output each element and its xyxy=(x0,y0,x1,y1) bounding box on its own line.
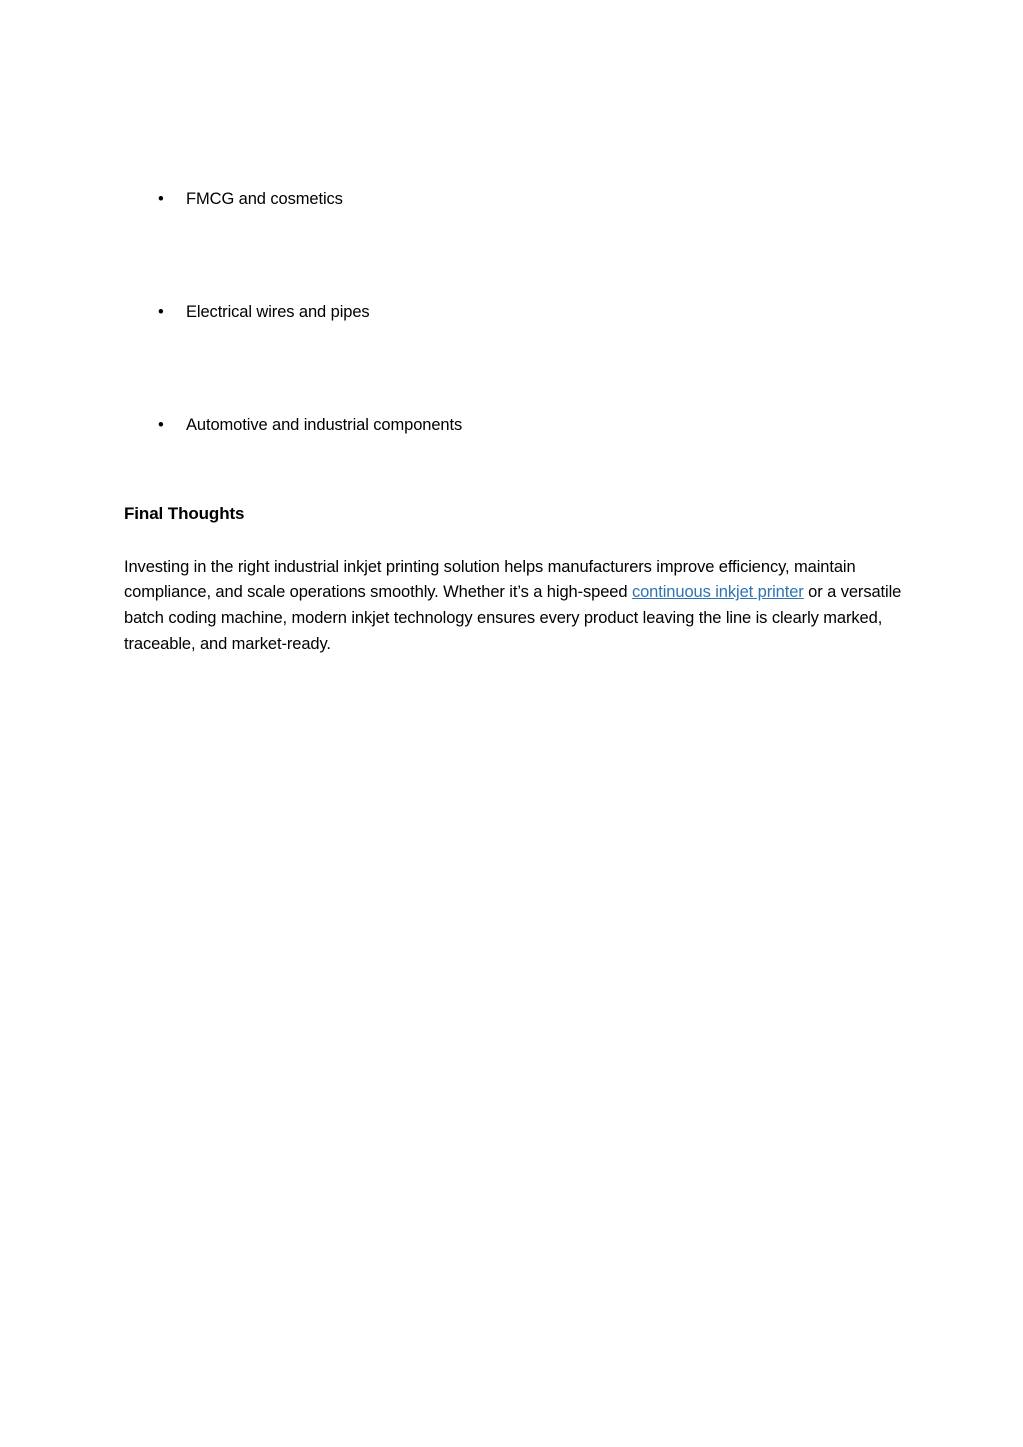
list-item-label: FMCG and cosmetics xyxy=(186,190,343,208)
list-item xyxy=(124,186,902,212)
bullet-icon: • xyxy=(158,416,164,434)
list-item-label: Electrical wires and pipes xyxy=(186,303,370,321)
paragraph xyxy=(124,555,902,658)
bullet-icon: • xyxy=(158,190,164,208)
bullet-icon: • xyxy=(158,303,164,321)
paragraph-text-after-link: or a versatile batch coding machine, modern inkjet technology ensures every product leaving the line is clearly marked, traceable, and market-ready. xyxy=(124,583,902,653)
list-item-label: Automotive and industrial components xyxy=(186,416,463,434)
paragraph-text-before-link: Investing in the right industrial inkjet printing solution helps manufacturers improve efficiency, maintain compliance, and scale operations smoothly. Whether it’s a high-speed xyxy=(124,557,856,602)
list-item xyxy=(124,412,902,438)
section-heading: Final Thoughts xyxy=(124,504,245,523)
continuous-inkjet-printer-link[interactable]: continuous inkjet printer xyxy=(631,583,804,602)
list-item xyxy=(124,299,902,325)
